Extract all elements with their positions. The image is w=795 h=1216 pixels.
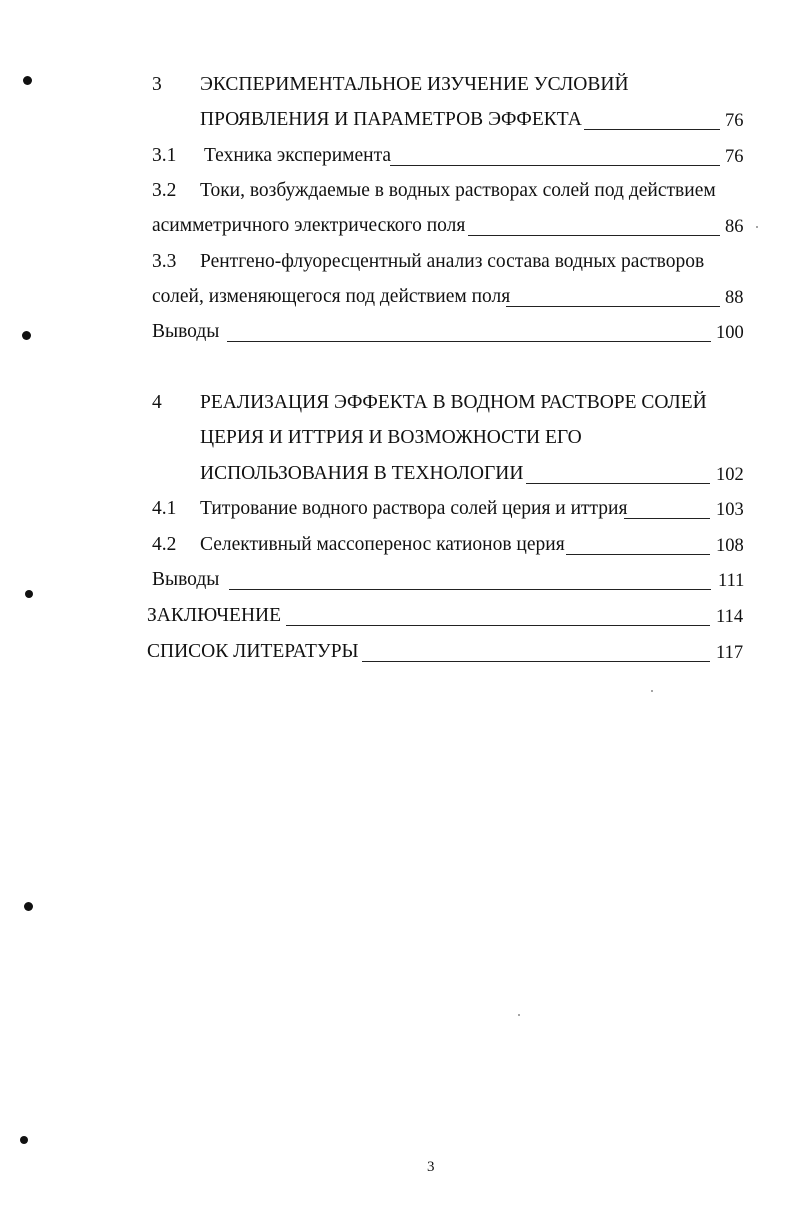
toc-page-number: 76: [725, 111, 744, 131]
toc-title: Селективный массоперенос катионов церия: [200, 534, 565, 555]
dot-leader: [468, 235, 720, 236]
toc-page-number: 86: [725, 217, 744, 237]
binder-hole-mark: [24, 902, 33, 911]
toc-page-number: 88: [725, 288, 744, 308]
scan-speck: [518, 1014, 520, 1016]
toc-title: Титрование водного раствора солей церия и иттрия: [200, 498, 628, 519]
toc-title: Техника эксперимента: [204, 145, 392, 166]
dot-leader: [229, 589, 711, 590]
dot-leader: [362, 661, 710, 662]
toc-number: 3.1: [152, 145, 177, 166]
toc-title: Рентгено-флуоресцентный анализ состава водных растворов: [200, 251, 705, 272]
toc-number: 4.2: [152, 534, 177, 555]
dot-leader: [286, 625, 710, 626]
binder-hole-mark: [25, 590, 33, 598]
toc-title: солей, изменяющегося под действием поля: [152, 286, 511, 307]
binder-hole-mark: [22, 331, 31, 340]
toc-title: асимметричного электрического поля: [152, 215, 466, 236]
toc-page-number: 108: [716, 536, 744, 556]
toc-title: ИСПОЛЬЗОВАНИЯ В ТЕХНОЛОГИИ: [200, 463, 524, 484]
toc-title: Выводы: [152, 321, 220, 342]
toc-title: Выводы: [152, 569, 220, 590]
toc-number: 3: [152, 74, 162, 95]
toc-page-number: 103: [716, 500, 744, 520]
dot-leader: [584, 129, 720, 130]
dot-leader: [624, 518, 710, 519]
dot-leader: [390, 165, 720, 166]
toc-page-number: 114: [716, 607, 744, 627]
toc-number: 4: [152, 392, 162, 413]
toc-title: Токи, возбуждаемые в водных растворах солей под действием: [200, 180, 716, 201]
dot-leader: [566, 554, 710, 555]
dot-leader: [526, 483, 710, 484]
toc-title: РЕАЛИЗАЦИЯ ЭФФЕКТА В ВОДНОМ РАСТВОРЕ СОЛЕЙ: [200, 392, 707, 413]
toc-page-number: 102: [716, 465, 744, 485]
page-number: 3: [427, 1159, 435, 1175]
toc-page-number: 76: [725, 147, 744, 167]
toc-title: ЦЕРИЯ И ИТТРИЯ И ВОЗМОЖНОСТИ ЕГО: [200, 427, 582, 448]
scan-speck: [651, 690, 653, 692]
toc-page-number: 100: [716, 323, 744, 343]
toc-page-number: 117: [716, 643, 744, 663]
toc-page-number: 111: [718, 571, 745, 591]
toc-number: 4.1: [152, 498, 177, 519]
dot-leader: [227, 341, 711, 342]
dot-leader: [506, 306, 720, 307]
binder-hole-mark: [23, 76, 32, 85]
scan-speck: [756, 226, 758, 228]
toc-title: ЗАКЛЮЧЕНИЕ: [147, 605, 282, 626]
toc-title: ЭКСПЕРИМЕНТАЛЬНОЕ ИЗУЧЕНИЕ УСЛОВИЙ: [200, 74, 629, 95]
binder-hole-mark: [20, 1136, 28, 1144]
toc-title: СПИСОК ЛИТЕРАТУРЫ: [147, 641, 359, 662]
toc-number: 3.2: [152, 180, 177, 201]
toc-title: ПРОЯВЛЕНИЯ И ПАРАМЕТРОВ ЭФФЕКТА: [200, 109, 582, 130]
toc-number: 3.3: [152, 251, 177, 272]
